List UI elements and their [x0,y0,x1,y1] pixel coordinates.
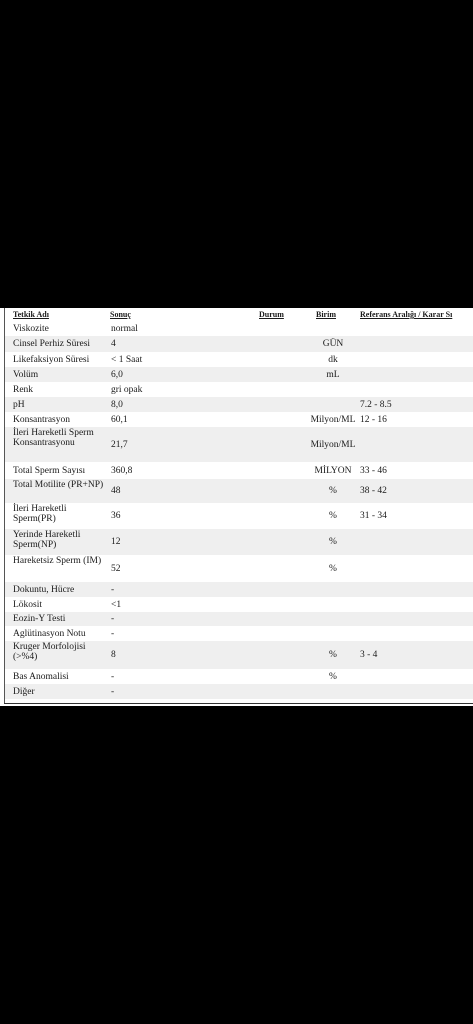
result-cell: 4 [111,339,116,349]
table-row [5,382,473,397]
unit-cell: Milyon/ML [310,415,356,425]
table-row [5,529,473,555]
result-cell: 21,7 [111,440,128,450]
table-row [5,397,473,412]
table-row [5,582,473,597]
table-row [5,336,473,352]
test-name-cell: Kruger Morfolojisi (>%4) [13,642,86,662]
result-cell: 6,0 [111,370,123,380]
test-name-cell: Aglütinasyon Notu [13,629,86,639]
unit-cell: % [329,486,337,496]
header-unit: Birim [316,310,336,319]
header-test-name: Tetkik Adı [13,310,49,319]
test-name-cell: İleri Hareketli Sperm Konsantrasyonu [13,428,94,448]
reference-cell: 33 - 46 [360,466,387,476]
test-name-cell: Total Motilite (PR+NP) [13,480,104,490]
result-cell: - [111,629,115,639]
table-row [5,684,473,699]
unit-cell: % [329,672,337,682]
test-name-cell: Dokuntu, Hücre [13,585,75,595]
result-cell: - [111,672,115,682]
table-row [5,427,473,462]
test-name-cell: Bas Anomalisi [13,672,69,682]
table-row [5,669,473,684]
unit-cell: mL [326,370,340,380]
unit-cell: MİLYON [314,466,352,476]
test-name-cell: Eozin-Y Testi [13,614,66,624]
test-name-cell: Konsantrasyon [13,415,70,425]
test-name-cell: İleri Hareketli Sperm(PR) [13,504,67,524]
result-cell: normal [111,324,138,334]
table-row [5,352,473,367]
test-name-cell: Hareketsiz Sperm (IM) [13,556,102,566]
table-row [5,412,473,427]
unit-cell: % [329,564,337,574]
header-status: Durum [259,310,284,319]
test-name-cell: pH [13,400,25,410]
unit-cell: % [329,511,337,521]
result-cell: 48 [111,486,121,496]
test-name-cell: Cinsel Perhiz Süresi [13,339,91,349]
table-row [5,597,473,612]
header-result: Sonuç [110,310,131,319]
result-cell: 12 [111,537,121,547]
result-cell: - [111,585,115,595]
result-cell: <1 [111,600,122,610]
result-cell: 8,0 [111,400,123,410]
table-row [5,367,473,382]
test-name-cell: Viskozite [13,324,49,334]
result-cell: - [111,614,115,624]
result-cell: gri opak [111,385,143,395]
test-name-cell: Total Sperm Sayısı [13,466,86,476]
reference-cell: 38 - 42 [360,486,387,496]
header-reference: Referans Aralığı / Karar Sı [360,310,453,319]
table-row [5,462,473,479]
unit-cell: % [329,650,337,660]
table-bottom-border [4,703,473,704]
reference-cell: 7.2 - 8.5 [360,400,392,410]
unit-cell: GÜN [322,339,344,349]
unit-cell: % [329,537,337,547]
table-row [5,322,473,336]
test-name-cell: Diğer [13,687,35,697]
table-row [5,555,473,582]
result-cell: 8 [111,650,116,660]
table-row [5,612,473,626]
reference-cell: 3 - 4 [360,650,378,660]
reference-cell: 31 - 34 [360,511,387,521]
test-name-cell: Yerinde Hareketli Sperm(NP) [13,530,81,550]
table-row [5,641,473,669]
test-name-cell: Likefaksiyon Süresi [13,355,90,365]
table-row [5,626,473,641]
unit-cell: Milyon/ML [310,440,356,450]
test-name-cell: Lökosit [13,600,43,610]
result-cell: 36 [111,511,121,521]
unit-cell: dk [328,355,338,365]
test-name-cell: Volüm [13,370,39,380]
result-cell: < 1 Saat [111,355,143,365]
result-cell: 360,8 [111,466,133,476]
result-cell: 52 [111,564,121,574]
lab-report-document [0,308,473,706]
table-row [5,479,473,503]
reference-cell: 12 - 16 [360,415,387,425]
result-cell: 60,1 [111,415,128,425]
test-name-cell: Renk [13,385,34,395]
table-row [5,503,473,529]
result-cell: - [111,687,115,697]
